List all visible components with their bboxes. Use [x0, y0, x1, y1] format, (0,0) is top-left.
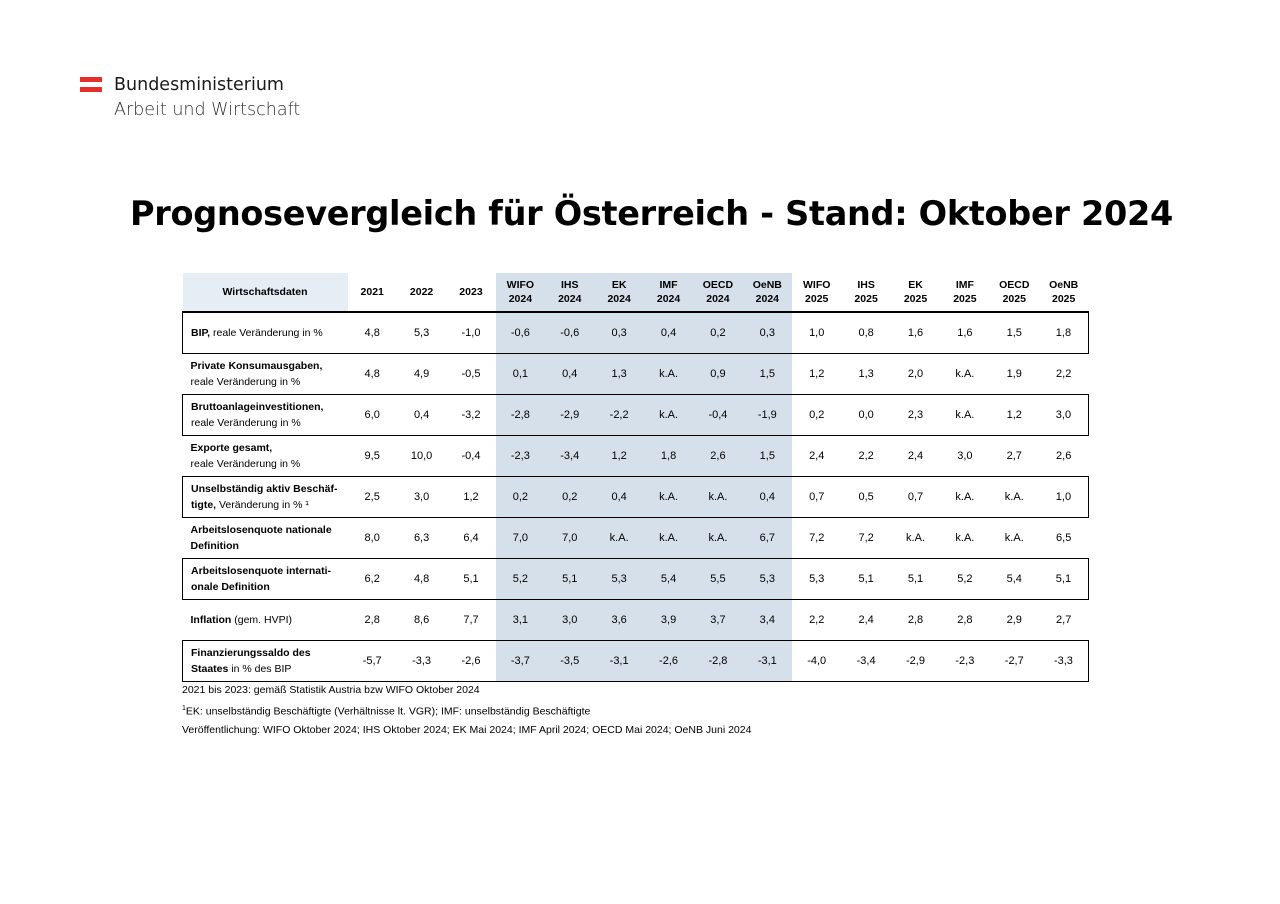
table-cell: 4,8	[348, 312, 397, 354]
table-cell: 0,4	[397, 395, 446, 436]
austria-flag-icon	[80, 77, 102, 93]
table-cell: 2,2	[1056, 368, 1072, 380]
table-cell: 2,8	[957, 614, 973, 626]
table-cell: 4,8	[364, 368, 380, 380]
column-header	[1039, 273, 1088, 312]
row-label-line2-bold: Staates	[191, 663, 229, 675]
column-header-line1: 2021	[360, 286, 384, 298]
row-label-bold: Arbeitslosenquote internati-	[191, 565, 332, 577]
table-cell: 1,9	[1006, 368, 1022, 380]
row-label	[183, 395, 348, 436]
table-cell: k.A.	[940, 395, 989, 436]
page-title: Prognosevergleich für Österreich - Stand: Oktober 2024	[130, 194, 1173, 233]
column-header-line1: OeNB	[752, 279, 782, 291]
table-cell: -3,3	[397, 641, 446, 682]
column-header-line2: 2025	[1051, 293, 1076, 305]
table-cell: -0,6	[496, 312, 545, 354]
table-cell: 2,4	[809, 450, 825, 462]
table-cell: 6,4	[463, 532, 479, 544]
table-cell: 2,6	[1056, 450, 1072, 462]
table-cell: 0,2	[693, 312, 742, 354]
row-label	[183, 477, 348, 518]
table-cell: 4,9	[413, 368, 430, 380]
footnote-marker: 1	[182, 704, 186, 712]
logo-text-line2: Arbeit und Wirtschaft	[114, 100, 301, 120]
table-cell: 7,7	[463, 614, 479, 626]
table-cell: -3,4	[841, 641, 890, 682]
table-cell: 1,3	[858, 368, 874, 380]
table-cell: 2,3	[891, 395, 940, 436]
table-cell: 5,1	[841, 559, 890, 600]
column-header-line1: EK	[611, 279, 627, 291]
table-cell: 0,0	[841, 395, 890, 436]
column-header	[841, 273, 890, 312]
table-cell: 1,0	[1039, 477, 1088, 518]
table-cell: 6,2	[348, 559, 397, 600]
table-cell: 5,3	[792, 559, 841, 600]
table-cell: 2,8	[364, 614, 380, 626]
table-cell: -3,2	[446, 395, 495, 436]
table-cell: -4,0	[792, 641, 841, 682]
row-label	[183, 518, 348, 559]
table-cell: -2,8	[693, 641, 742, 682]
table-cell: 9,5	[364, 450, 380, 462]
column-header-line2: 2024	[508, 293, 533, 305]
column-header-line1: WIFO	[506, 279, 535, 291]
row-label-text: reale Veränderung in %	[210, 327, 323, 339]
row-label-bold: Unselbständig aktiv Beschäf-	[191, 483, 338, 495]
table-cell: 2,7	[1006, 450, 1022, 462]
table-cell: 7,2	[858, 532, 874, 544]
column-header-line1: IMF	[955, 279, 974, 291]
header-wirtschaftsdaten: Wirtschaftsdaten	[183, 273, 348, 312]
table-cell: 5,4	[644, 559, 693, 600]
table-cell: 5,1	[446, 559, 495, 600]
column-header-line1: 2022	[409, 286, 434, 298]
column-header	[644, 273, 693, 312]
row-label	[183, 641, 348, 682]
table-cell: 6,5	[1056, 532, 1072, 544]
row-label-bold: Arbeitslosenquote nationale	[190, 524, 332, 536]
row-label	[183, 312, 348, 354]
forecast-table	[182, 273, 1089, 682]
table-cell: -5,7	[348, 641, 397, 682]
table-cell: -2,9	[545, 395, 594, 436]
row-label-text: (gem. HVPI)	[231, 614, 293, 626]
table-cell: -3,5	[545, 641, 594, 682]
table-cell: 3,0	[545, 600, 594, 641]
table-row	[183, 477, 1089, 518]
table-cell: -3,3	[1039, 641, 1088, 682]
table-cell: 1,8	[1039, 312, 1088, 354]
table-cell: 3,7	[693, 600, 742, 641]
table-cell: -0,4	[461, 450, 481, 462]
table-cell: 1,0	[792, 312, 841, 354]
column-header	[446, 273, 495, 312]
column-header	[496, 273, 545, 312]
column-header	[792, 273, 841, 312]
column-header-line1: 2023	[459, 286, 483, 298]
table-row	[183, 600, 1089, 641]
table-cell: 0,4	[644, 312, 693, 354]
row-label-bold: Finanzierungssaldo des	[191, 647, 311, 659]
table-cell: 0,9	[693, 354, 742, 395]
table-cell: 0,8	[841, 312, 890, 354]
row-label-line2-text: in % des BIP	[228, 663, 292, 675]
table-cell: 1,5	[990, 312, 1039, 354]
table-cell: 2,2	[858, 450, 874, 462]
table-row	[183, 518, 1089, 559]
footnote-employment-text: EK: unselbständig Beschäftigte (Verhältnisse lt. VGR); IMF: unselbständig Beschäftigte	[185, 705, 591, 717]
table-cell: k.A.	[955, 368, 975, 380]
table-cell: -3,1	[743, 641, 792, 682]
table-cell: 2,4	[907, 450, 924, 462]
table-cell: 5,1	[891, 559, 940, 600]
table-cell: 2,9	[1006, 614, 1022, 626]
table-cell: 0,7	[792, 477, 841, 518]
table-cell: -2,7	[990, 641, 1039, 682]
column-header-line1: IHS	[561, 279, 579, 291]
row-label	[183, 600, 348, 641]
row-label-bold: Exporte gesamt,	[190, 442, 273, 454]
table-cell: 0,4	[594, 477, 643, 518]
column-header-line1: WIFO	[803, 279, 831, 291]
table-cell: -0,4	[693, 395, 742, 436]
column-header	[348, 273, 397, 312]
column-header-line1: OECD	[702, 279, 734, 291]
table-cell: 3,1	[496, 600, 545, 641]
footnotes	[182, 681, 751, 739]
table-cell: 0,4	[743, 477, 792, 518]
row-label	[183, 436, 348, 477]
table-cell: k.A.	[644, 518, 693, 559]
column-header-line2: 2024	[755, 293, 779, 305]
column-header-line1: OeNB	[1049, 279, 1079, 291]
column-header-line1: IHS	[857, 279, 875, 291]
column-header	[990, 273, 1039, 312]
table-row	[183, 354, 1089, 395]
table-cell: 1,2	[594, 436, 643, 477]
footnote-publication: Veröffentlichung: WIFO Oktober 2024; IHS Oktober 2024; EK Mai 2024; IMF April 2024; OECD Mai 2024; OeNB Juni 2024	[182, 723, 752, 736]
row-label-bold: Inflation	[190, 614, 232, 626]
column-header-line2: 2024	[706, 293, 730, 305]
column-header-line2: 2025	[903, 293, 928, 305]
table-cell: k.A.	[955, 532, 975, 544]
table-cell: -2,3	[940, 641, 989, 682]
column-header-line2: 2024	[607, 293, 631, 305]
table-cell: 0,3	[594, 312, 643, 354]
table-cell: k.A.	[693, 518, 742, 559]
table-cell: 0,7	[891, 477, 940, 518]
table-cell: -2,2	[594, 395, 643, 436]
column-header-line2: 2025	[805, 293, 829, 305]
row-label	[183, 559, 348, 600]
table-cell: -3,7	[496, 641, 545, 682]
row-label-line2-text: reale Veränderung in %	[191, 417, 301, 429]
table-cell: 2,4	[858, 614, 874, 626]
column-header-line1: OECD	[999, 279, 1030, 291]
row-label-bold: BIP,	[191, 327, 211, 339]
table-cell: -3,4	[545, 436, 594, 477]
table-cell: k.A.	[693, 477, 742, 518]
footnote-employment	[182, 700, 751, 721]
table-cell: -1,0	[446, 312, 495, 354]
table-cell: 2,5	[348, 477, 397, 518]
table-cell: 3,9	[644, 600, 693, 641]
column-header	[397, 273, 446, 312]
row-label-line2-bold: Definition	[190, 540, 239, 552]
column-header-line2: 2024	[656, 293, 681, 305]
table-cell: k.A.	[644, 477, 693, 518]
row-label-line2-bold: tigte,	[191, 499, 217, 511]
table-cell: 2,7	[1056, 614, 1072, 626]
row-label-line2-bold: onale Definition	[191, 581, 270, 593]
table-cell: 1,6	[891, 312, 940, 354]
table-cell: 0,2	[496, 477, 545, 518]
table-cell: 0,3	[743, 312, 792, 354]
table-cell: 7,0	[545, 518, 594, 559]
table-body	[183, 312, 1089, 682]
table-cell: 10,0	[410, 450, 433, 462]
table-cell: k.A.	[990, 477, 1039, 518]
footnote-sources-history: 2021 bis 2023: gemäß Statistik Austria bzw WIFO Oktober 2024	[182, 684, 480, 696]
table-cell: 0,4	[545, 354, 594, 395]
column-header-line1: EK	[908, 279, 923, 291]
table-cell: 5,5	[693, 559, 742, 600]
table-row	[183, 436, 1089, 477]
table-cell: 2,6	[693, 436, 742, 477]
table-cell: 4,8	[397, 559, 446, 600]
table-cell: 0,5	[841, 477, 890, 518]
table-cell: 2,8	[907, 614, 924, 626]
table-cell: 1,2	[809, 368, 825, 380]
table-cell: k.A.	[1004, 532, 1024, 544]
table-cell: 0,1	[496, 354, 545, 395]
table-cell: 1,2	[990, 395, 1039, 436]
table-cell: 1,8	[644, 436, 693, 477]
table-cell: 8,6	[413, 614, 430, 626]
table-cell: 0,2	[545, 477, 594, 518]
table-cell: -1,9	[743, 395, 792, 436]
table-cell: k.A.	[940, 477, 989, 518]
table-cell: 1,2	[446, 477, 495, 518]
table-cell: -2,8	[496, 395, 545, 436]
table-cell: 5,2	[940, 559, 989, 600]
table-row	[183, 395, 1089, 436]
table-cell: 6,3	[413, 532, 430, 544]
table-cell: 5,1	[1039, 559, 1088, 600]
table-cell: 2,2	[809, 614, 825, 626]
table-cell: 5,3	[594, 559, 643, 600]
row-label	[183, 354, 348, 395]
row-label-bold: Bruttoanlageinvestitionen,	[191, 401, 324, 413]
column-header	[940, 273, 989, 312]
table-cell: 5,2	[496, 559, 545, 600]
table-cell: -2,9	[891, 641, 940, 682]
table-cell: 2,0	[907, 368, 924, 380]
table-cell: -2,6	[644, 641, 693, 682]
table-cell: 3,0	[397, 477, 446, 518]
table-cell: -2,6	[446, 641, 495, 682]
table-cell: k.A.	[644, 395, 693, 436]
column-header-line1: IMF	[659, 279, 678, 291]
table-cell: 6,0	[348, 395, 397, 436]
table-header-row	[183, 273, 1089, 312]
column-header	[545, 273, 594, 312]
table-cell: k.A.	[906, 532, 925, 544]
table-cell: 3,6	[594, 600, 643, 641]
table-cell: 5,4	[990, 559, 1039, 600]
column-header	[743, 273, 792, 312]
table-row	[183, 641, 1089, 682]
table-cell: 0,2	[792, 395, 841, 436]
table-cell: -3,1	[594, 641, 643, 682]
column-header-line2: 2025	[854, 293, 878, 305]
table-cell: 7,0	[496, 518, 545, 559]
logo-text-line1: Bundesministerium	[114, 75, 284, 95]
row-label-line2-text: reale Veränderung in %	[190, 376, 301, 388]
table-cell: 5,3	[397, 312, 446, 354]
table-cell: -0,5	[461, 368, 481, 380]
table-cell: 1,6	[940, 312, 989, 354]
table-cell: 5,3	[743, 559, 792, 600]
table-cell: 1,3	[594, 354, 643, 395]
table-cell: 5,1	[545, 559, 594, 600]
row-label-line2-text: Veränderung in % ¹	[216, 499, 309, 511]
table-cell: 6,7	[743, 518, 792, 559]
table-cell: 3,4	[743, 600, 792, 641]
table-cell: -2,3	[496, 436, 545, 477]
table-row	[183, 559, 1089, 600]
column-header	[693, 273, 742, 312]
row-label-bold: Private Konsumausgaben,	[190, 360, 323, 372]
table-cell: 3,0	[1039, 395, 1088, 436]
table-cell: 7,2	[809, 532, 825, 544]
table-row	[183, 312, 1089, 354]
table-cell: -0,6	[545, 312, 594, 354]
table-cell: k.A.	[594, 518, 643, 559]
table-cell: 8,0	[364, 532, 380, 544]
table-cell: k.A.	[644, 354, 693, 395]
column-header-line2: 2025	[1002, 293, 1026, 305]
column-header	[891, 273, 940, 312]
column-header	[594, 273, 643, 312]
table-cell: 1,5	[743, 354, 792, 395]
table-cell: 3,0	[957, 450, 973, 462]
column-header-line2: 2024	[558, 293, 582, 305]
column-header-line2: 2025	[953, 293, 977, 305]
table-cell: 1,5	[743, 436, 792, 477]
row-label-line2-text: reale Veränderung in %	[190, 458, 301, 470]
